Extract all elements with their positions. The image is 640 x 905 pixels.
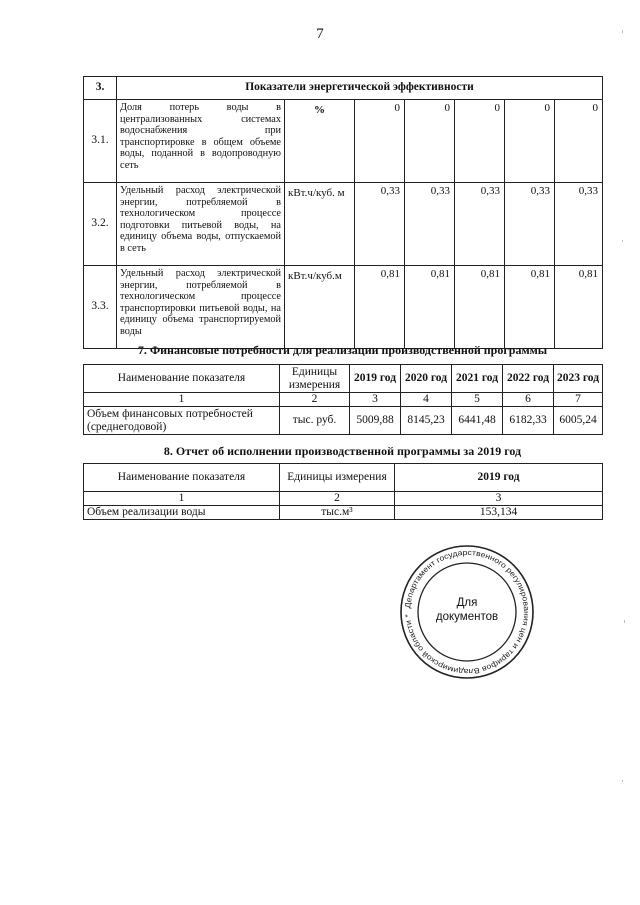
row-value: 0: [355, 100, 405, 183]
row-value: 0,81: [355, 266, 405, 349]
column-index: 1: [84, 393, 280, 407]
header-year: 2021 год: [452, 365, 503, 393]
row-name: Объем финансовых потребностей (среднегодовой): [84, 407, 280, 435]
row-value: 5009,88: [350, 407, 401, 435]
row-value: 6005,24: [554, 407, 603, 435]
scan-artifact: [622, 240, 623, 242]
column-index: 2: [280, 393, 350, 407]
stamp-label-line2: документов: [435, 611, 499, 623]
row-value: 0,81: [405, 266, 455, 349]
row-value: 0,33: [455, 183, 505, 266]
row-description: Удельный расход электрической энергии, потребляемой в технологическом процессе транспортировки питьевой воды, на единицу объема транспортируемой воды: [117, 266, 285, 349]
row-value: 6441,48: [452, 407, 503, 435]
row-unit: %: [285, 100, 355, 183]
row-value: 6182,33: [503, 407, 554, 435]
header-year: 2019 год: [350, 365, 401, 393]
finance-table: [83, 364, 603, 435]
row-unit: тыс.м³: [280, 506, 395, 520]
table-row: [84, 100, 603, 183]
scan-artifact: [622, 780, 623, 782]
report-section-title: 8. Отчет об исполнении производственной программы за 2019 год: [163, 444, 522, 458]
row-value: 0: [505, 100, 555, 183]
table-row: [84, 506, 603, 520]
report-table: [83, 463, 603, 520]
row-number: 3.2.: [84, 183, 117, 266]
scan-artifact: [622, 30, 623, 33]
row-value: 0,81: [555, 266, 603, 349]
section-title: Показатели энергетической эффективности: [117, 77, 603, 100]
row-value: 8145,23: [401, 407, 452, 435]
column-index: 7: [554, 393, 603, 407]
header-name: Наименование показателя: [84, 365, 280, 393]
column-index: 4: [401, 393, 452, 407]
row-unit: тыс. руб.: [280, 407, 350, 435]
row-value: 0: [455, 100, 505, 183]
row-value: 0,33: [405, 183, 455, 266]
section-number: 3.: [84, 77, 117, 100]
row-value: 0,81: [505, 266, 555, 349]
row-value: 0,33: [505, 183, 555, 266]
row-number: 3.3.: [84, 266, 117, 349]
row-value: 0,33: [355, 183, 405, 266]
row-number: 3.1.: [84, 100, 117, 183]
header-unit: Единицы измерения: [280, 464, 395, 492]
row-name: Объем реализации воды: [84, 506, 280, 520]
column-index: 6: [503, 393, 554, 407]
row-unit: кВт.ч/куб.м: [285, 266, 355, 349]
header-name: Наименование показателя: [84, 464, 280, 492]
stamp-ring-text-path: Департамент государственного регулирования цен и тарифов Владимирской области *: [403, 547, 532, 677]
header-unit: Единицы измерения: [280, 365, 350, 393]
column-index: 2: [280, 492, 395, 506]
table-row: [84, 407, 603, 435]
row-value: 0: [405, 100, 455, 183]
header-year: 2022 год: [503, 365, 554, 393]
row-description: Удельный расход электрической энергии, потребляемой в технологическом процессе подготовки питьевой воды, на единицу объема воды, отпускаемой в сеть: [117, 183, 285, 266]
finance-section-title: 7. Финансовые потребности для реализации производственной программы: [137, 343, 548, 357]
column-index: 1: [84, 492, 280, 506]
row-description: Доля потерь воды в централизованных системах водоснабжения при транспортировке в общем объеме воды, поданной в водопроводную сеть: [117, 100, 285, 183]
header-year: 2023 год: [554, 365, 603, 393]
stamp-label-line1: Для: [456, 597, 478, 609]
page-number: 7: [316, 26, 324, 42]
scan-artifact: [624, 620, 625, 623]
energy-efficiency-table: [83, 76, 603, 349]
header-year: 2020 год: [401, 365, 452, 393]
stamp-label: [398, 596, 536, 624]
table-row: [84, 266, 603, 349]
column-index: 5: [452, 393, 503, 407]
table-row: [84, 183, 603, 266]
row-value: 0: [555, 100, 603, 183]
row-value: 0,81: [455, 266, 505, 349]
column-index: 3: [395, 492, 603, 506]
row-value: 153,134: [395, 506, 603, 520]
header-year: 2019 год: [395, 464, 603, 492]
row-value: 0,33: [555, 183, 603, 266]
row-unit: кВт.ч/куб. м: [285, 183, 355, 266]
column-index: 3: [350, 393, 401, 407]
